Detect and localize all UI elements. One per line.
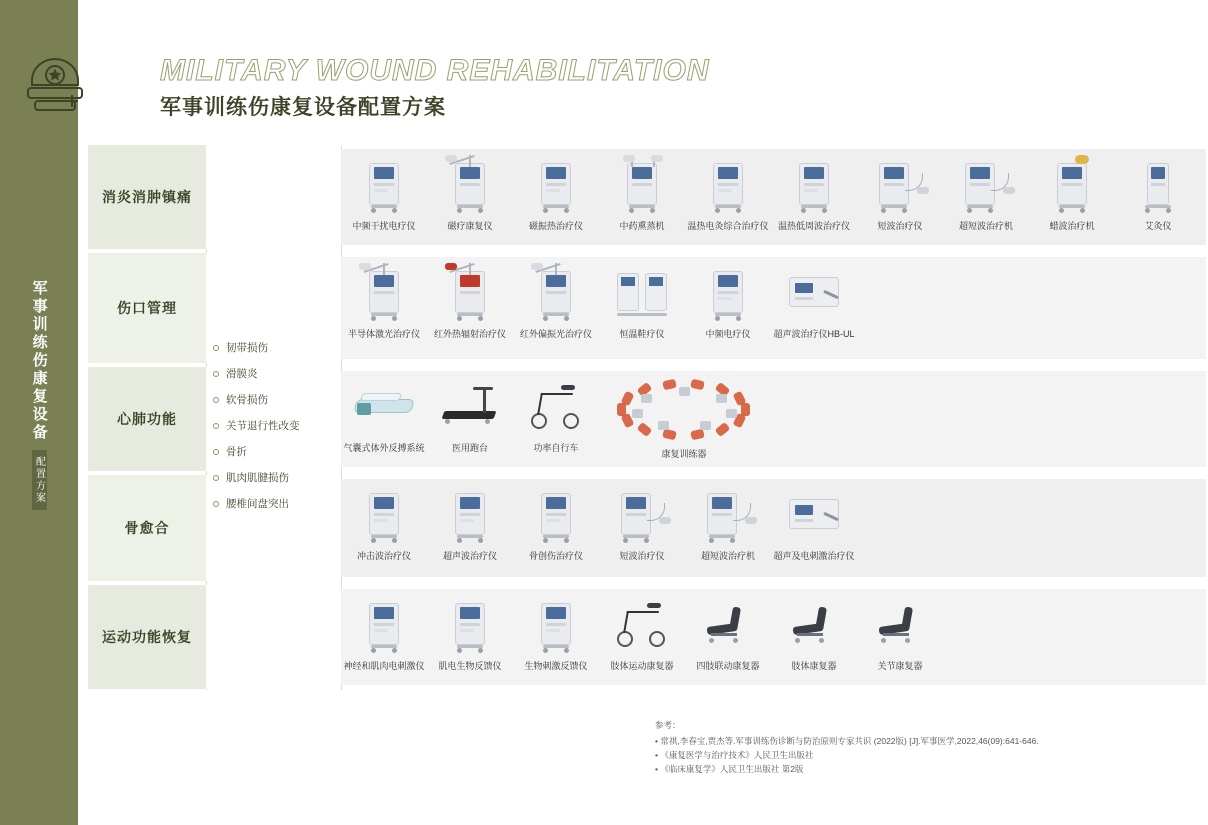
- equipment-item[interactable]: [685, 485, 771, 562]
- rehab-training-ring-icon: [609, 377, 759, 445]
- equipment-item[interactable]: [427, 485, 513, 562]
- cart-red-arm-device-icon: [439, 263, 501, 325]
- equipment-label: 肌电生物反馈仪: [438, 661, 502, 671]
- category-cell[interactable]: [88, 253, 206, 363]
- equipment-item[interactable]: [427, 263, 513, 340]
- page-header: [78, 0, 1208, 140]
- category-cell[interactable]: [88, 145, 206, 249]
- reference-line: • 《临床康复学》人民卫生出版社 第2版: [655, 762, 1115, 776]
- injury-column-spacer: [206, 145, 341, 249]
- equipment-label: 四肢联动康复器: [696, 661, 760, 671]
- equipment-label: 神经和肌肉电刺激仪: [343, 661, 425, 671]
- equipment-label: 超短波治疗机: [700, 551, 755, 561]
- cart-arm-device-icon: [525, 263, 587, 325]
- equipment-label: 医用跑台: [451, 443, 488, 453]
- injury-column-spacer: [206, 585, 341, 689]
- equipment-label: 红外偏振光治疗仪: [519, 329, 592, 339]
- equipment-item[interactable]: [599, 155, 685, 232]
- military-cap-medical-icon: [22, 55, 88, 115]
- cart-cord-device-icon: [955, 155, 1017, 217]
- treadmill-device-icon: [439, 377, 501, 439]
- injury-list-label: 关节退行性改变: [226, 420, 300, 432]
- cart-screen-device-icon: [353, 485, 415, 547]
- sidebar-vertical-text-group: [12, 280, 66, 510]
- reference-line: • 常祺,李春宝,贾杰等.军事训练伤诊断与防治原则专家共识 (2022版) [J].军事医学,2022,46(09):641-646.: [655, 734, 1115, 748]
- cart-screen-device-icon: [783, 155, 845, 217]
- equipment-label: 艾灸仪: [1144, 221, 1172, 231]
- equipment-label: 蜡波治疗机: [1049, 221, 1095, 231]
- equipment-item[interactable]: [341, 595, 427, 672]
- bed-device-icon: [353, 377, 415, 439]
- cart-cord-device-icon: [611, 485, 673, 547]
- equipment-item[interactable]: [599, 595, 685, 672]
- cart-cord-device-icon: [697, 485, 759, 547]
- bullet-dot-icon: [213, 423, 219, 429]
- injury-list-label: 软骨损伤: [226, 394, 268, 406]
- equipment-item[interactable]: [599, 263, 685, 340]
- equipment-label: 中频电疗仪: [705, 329, 751, 339]
- injury-list-label: 腰椎间盘突出: [226, 498, 289, 510]
- cart-slim-device-icon: [1127, 155, 1189, 217]
- equipment-item[interactable]: [771, 263, 857, 340]
- injury-list-label: 肌肉肌腱损伤: [226, 472, 289, 484]
- equipment-label: 超声波治疗仪: [442, 551, 497, 561]
- sidebar-vertical-subtitle: 配置方案: [32, 450, 47, 510]
- equipment-label: 短波治疗仪: [619, 551, 665, 561]
- references-block: [655, 718, 1115, 776]
- category-label: 运动功能恢复: [102, 629, 192, 645]
- equipment-item[interactable]: [599, 377, 769, 460]
- chair-device-icon: [783, 595, 845, 657]
- category-cell[interactable]: [88, 367, 206, 471]
- equipment-label: 红外热辐射治疗仪: [433, 329, 506, 339]
- equipment-item[interactable]: [341, 485, 427, 562]
- chair-device-icon: [697, 595, 759, 657]
- equipment-item[interactable]: [857, 595, 943, 672]
- equipment-label: 温热低周波治疗仪: [777, 221, 850, 231]
- equipment-band: [341, 479, 1206, 577]
- equipment-item[interactable]: [513, 155, 599, 232]
- left-sidebar-band: [0, 0, 78, 825]
- equipment-label: 短波治疗仪: [877, 221, 923, 231]
- cart-screen-device-icon: [439, 595, 501, 657]
- cart-twin-arm-device-icon: [611, 155, 673, 217]
- bullet-dot-icon: [213, 475, 219, 481]
- equipment-label: 骨创伤治疗仪: [528, 551, 583, 561]
- category-label: 心肺功能: [117, 411, 177, 427]
- equipment-band: [341, 257, 1206, 359]
- equipment-label: 生物刺激反馈仪: [524, 661, 588, 671]
- bike-device-icon: [611, 595, 673, 657]
- cart-arm-device-icon: [439, 155, 501, 217]
- category-label: 消炎消肿镇痛: [102, 189, 192, 205]
- cart-screen-device-icon: [353, 155, 415, 217]
- bullet-dot-icon: [213, 397, 219, 403]
- injury-list-item[interactable]: [213, 340, 333, 355]
- category-label: 伤口管理: [117, 300, 177, 316]
- equipment-label: 肢体运动康复器: [610, 661, 674, 671]
- equipment-item[interactable]: [771, 485, 857, 562]
- bullet-dot-icon: [213, 449, 219, 455]
- equipment-label: 气囊式体外反搏系统: [343, 443, 425, 453]
- equipment-label: 关节康复器: [877, 661, 923, 671]
- page-title-chinese: 军事训练伤康复设备配置方案: [160, 96, 446, 119]
- bullet-dot-icon: [213, 371, 219, 377]
- injury-list-label: 韧带损伤: [226, 342, 268, 354]
- category-label: 骨愈合: [124, 520, 170, 536]
- equipment-label: 超声及电刺激治疗仪: [773, 551, 855, 561]
- equipment-label: 磁振热治疗仪: [528, 221, 583, 231]
- equipment-item[interactable]: [341, 155, 427, 232]
- cart-screen-device-icon: [525, 595, 587, 657]
- injury-list-label: 骨折: [226, 446, 247, 458]
- equipment-item[interactable]: [599, 485, 685, 562]
- equipment-item[interactable]: [427, 377, 513, 454]
- equipment-label: 康复训练器: [661, 449, 707, 459]
- cart-screen-device-icon: [353, 595, 415, 657]
- category-cell[interactable]: [88, 475, 206, 581]
- equipment-label: 超声波治疗仪HB-UL: [773, 329, 855, 339]
- injury-list-item[interactable]: [213, 392, 333, 407]
- equipment-item[interactable]: [685, 595, 771, 672]
- injury-list-item[interactable]: [213, 470, 333, 485]
- cart-screen-device-icon: [439, 485, 501, 547]
- equipment-label: 温热电灸综合治疗仪: [687, 221, 769, 231]
- equipment-label: 功率自行车: [533, 443, 579, 453]
- equipment-label: 中药熏蒸机: [619, 221, 665, 231]
- desktop-probe-device-icon: [783, 263, 845, 325]
- injury-list-label: 滑膜炎: [226, 368, 258, 380]
- bullet-dot-icon: [213, 345, 219, 351]
- equipment-item[interactable]: [685, 263, 771, 340]
- cart-screen-device-icon: [525, 155, 587, 217]
- equipment-band: [341, 149, 1206, 245]
- references-title: 参考：: [655, 720, 681, 730]
- twin-cabinet-device-icon: [611, 263, 673, 325]
- equipment-item[interactable]: [513, 263, 599, 340]
- equipment-item[interactable]: [857, 155, 943, 232]
- equipment-item[interactable]: [341, 263, 427, 340]
- equipment-item[interactable]: [513, 377, 599, 454]
- cart-yellow-device-icon: [1041, 155, 1103, 217]
- equipment-row: [88, 145, 1206, 249]
- injury-type-list: [213, 340, 333, 522]
- equipment-label: 磁疗康复仪: [447, 221, 493, 231]
- desktop-probe-device-icon: [783, 485, 845, 547]
- injury-list-item[interactable]: [213, 366, 333, 381]
- cart-cord-device-icon: [869, 155, 931, 217]
- equipment-label: 超短波治疗机: [958, 221, 1013, 231]
- equipment-label: 半导体激光治疗仪: [347, 329, 420, 339]
- equipment-item[interactable]: [1029, 155, 1115, 232]
- equipment-label: 中频干扰电疗仪: [352, 221, 416, 231]
- cart-screen-device-icon: [697, 155, 759, 217]
- equipment-item[interactable]: [341, 377, 427, 454]
- sidebar-vertical-title: 军事训练伤康复设备: [30, 280, 48, 442]
- equipment-band: [341, 371, 1206, 467]
- cart-screen-device-icon: [697, 263, 759, 325]
- equipment-item[interactable]: [513, 595, 599, 672]
- equipment-label: 肢体康复器: [791, 661, 837, 671]
- equipment-item[interactable]: [943, 155, 1029, 232]
- equipment-label: 恒温鞋疗仪: [619, 329, 665, 339]
- equipment-item[interactable]: [771, 155, 857, 232]
- page-title-english: MILITARY WOUND REHABILITATION: [160, 54, 710, 87]
- injury-list-item[interactable]: [213, 444, 333, 459]
- equipment-item[interactable]: [685, 155, 771, 232]
- equipment-row: [88, 585, 1206, 689]
- equipment-item[interactable]: [513, 485, 599, 562]
- equipment-label: 冲击波治疗仪: [356, 551, 411, 561]
- chair-device-icon: [869, 595, 931, 657]
- equipment-item[interactable]: [427, 595, 513, 672]
- bike-device-icon: [525, 377, 587, 439]
- cart-screen-device-icon: [525, 485, 587, 547]
- reference-line: • 《康复医学与治疗技术》人民卫生出版社: [655, 748, 1115, 762]
- equipment-item[interactable]: [1115, 155, 1201, 232]
- bullet-dot-icon: [213, 501, 219, 507]
- cart-arm-device-icon: [353, 263, 415, 325]
- injury-list-item[interactable]: [213, 496, 333, 511]
- equipment-item[interactable]: [427, 155, 513, 232]
- equipment-item[interactable]: [771, 595, 857, 672]
- injury-list-item[interactable]: [213, 418, 333, 433]
- category-cell[interactable]: [88, 585, 206, 689]
- equipment-band: [341, 589, 1206, 685]
